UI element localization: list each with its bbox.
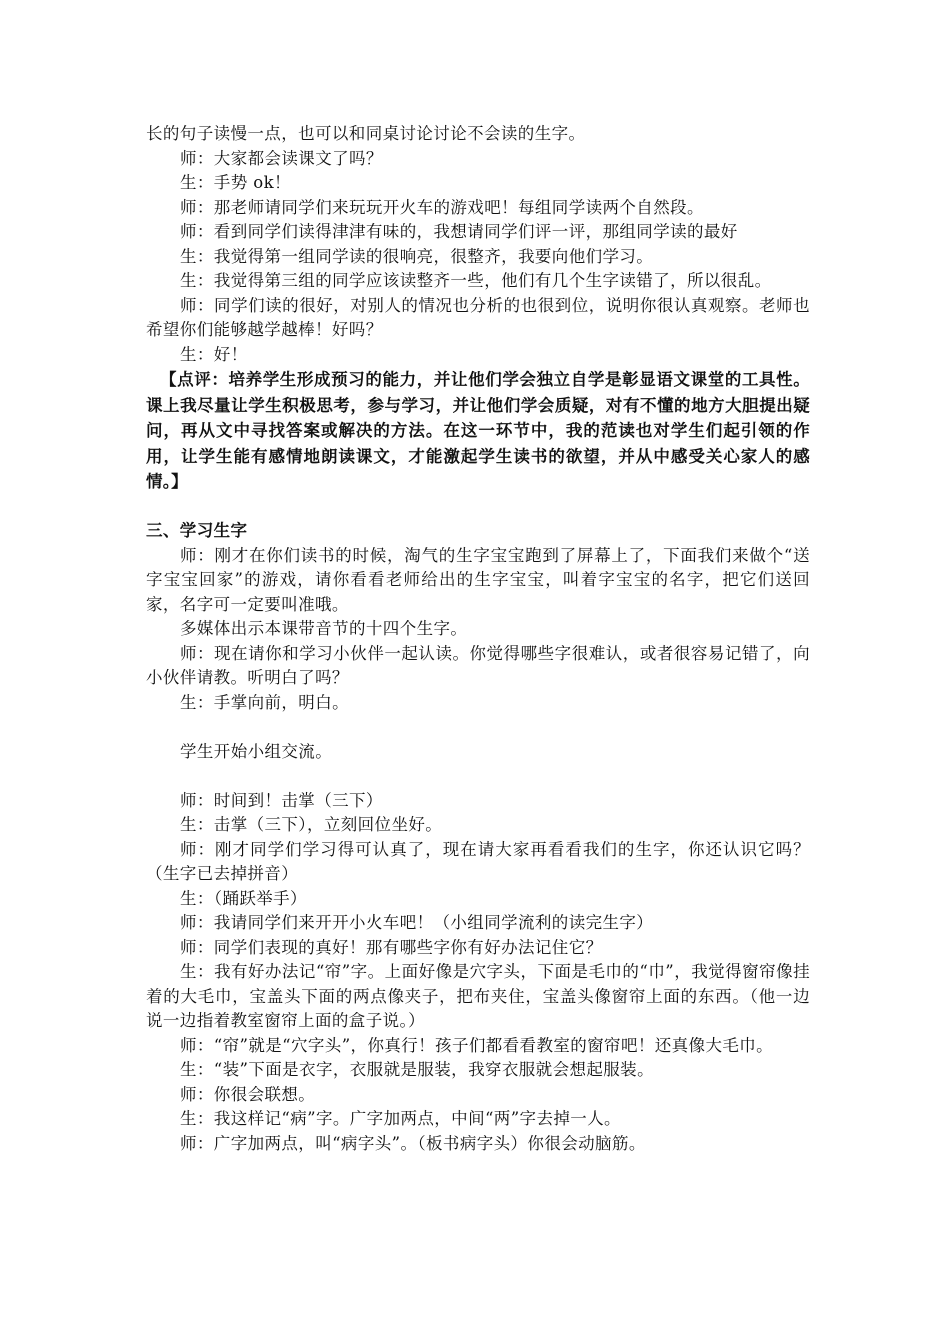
paragraph: 师：看到同学们读得津津有味的，我想请同学们评一评，那组同学读的最好	[180, 222, 738, 241]
paragraph: 生：手掌向前，明白。	[180, 692, 349, 712]
paragraph: 师：现在请你和学习小伙伴一起认读。你觉得哪些字很难认，或者很容易记错了，向小伙伴请教。听明白了吗？	[146, 643, 810, 688]
paragraph: 生：好！	[180, 344, 248, 364]
blank-line	[146, 764, 810, 789]
teacher-comment: 【点评：培养学生形成预习的能力，并让他们学会独立自学是彰显语文课堂的工具性。课上我尽量让学生积极思考，参与学习，并让他们学会质疑，对有不懂的地方大胆提出疑问，再从文中寻找答案或解决的方法。在这一环节中，我的范读也对学生们起引领的作用，让学生能有感情地朗读课文，才能激起学生读书的欲望，并从中感受关心家人的感情。】	[146, 370, 810, 492]
document-page	[146, 122, 810, 1156]
paragraph: 师：“帘”就是“穴字头”，你真行！孩子们都看看教室的窗帘吧！还真像大毛巾。	[180, 1035, 774, 1055]
blank-line	[146, 495, 810, 520]
paragraph: 师：刚才在你们读书的时候，淘气的生字宝宝跑到了屏幕上了，下面我们来做个“送字宝宝回家”的游戏，请你看看老师给出的生字宝宝，叫着字宝宝的名字，把它们送回家，名字可一定要叫准哦。	[146, 545, 810, 614]
paragraph: 师：大家都会读课文了吗？	[180, 148, 383, 168]
paragraph: 多媒体出示本课带音节的十四个生字。	[180, 619, 468, 639]
paragraph: 生：我这样记“病”字。广字加两点，中间“两”字去掉一人。	[180, 1109, 621, 1129]
paragraph: 生：我有好办法记“帘”字。上面好像是穴字头，下面是毛巾的“巾”，我觉得窗帘像挂着的大毛巾，宝盖头下面的两点像夹子，把布夹住，宝盖头像窗帘上面的东西。（他一边说一边指着教室窗帘上面的盒子说。）	[146, 962, 810, 1031]
paragraph: 师：同学们表现的真好！那有哪些字你有好办法记住它？	[180, 937, 603, 957]
paragraph: 学生开始小组交流。	[180, 741, 333, 761]
paragraph: 生：我觉得第一组同学读的很响亮，很整齐，我要向他们学习。	[180, 246, 654, 266]
paragraph: 师：同学们读的很好，对别人的情况也分析的也很到位，说明你很认真观察。老师也希望你们能够越学越棒！好吗？	[146, 295, 810, 339]
paragraph: 师：时间到！击掌（三下）	[180, 790, 383, 810]
paragraph: 生：我觉得第三组的同学应该读整齐一些，他们有几个生字读错了，所以很乱。	[180, 271, 772, 290]
paragraph: 生：击掌（三下），立刻回位坐好。	[180, 815, 443, 835]
paragraph: 师：我请同学们来开开小火车吧！（小组同学流利的读完生字）	[180, 913, 654, 933]
paragraph: 师：刚才同学们学习得可认真了，现在请大家再看看我们的生字，你还认识它吗？（生字已去掉拼音）	[146, 839, 810, 884]
section-heading: 三、学习生字	[146, 521, 248, 541]
paragraph: 生：（踊跃举手）	[180, 888, 307, 908]
paragraph: 长的句子读慢一点，也可以和同桌讨论讨论不会读的生字。	[146, 124, 586, 143]
paragraph: 生：“装”下面是衣字，衣服就是服装，我穿衣服就会想起服装。	[180, 1060, 654, 1080]
paragraph: 师：那老师请同学们来玩玩开火车的游戏吧！每组同学读两个自然段。	[180, 197, 704, 217]
blank-line	[146, 715, 810, 740]
paragraph: 师：广字加两点，叫“病字头”。（板书病字头）你很会动脑筋。	[180, 1133, 646, 1153]
paragraph: 生：手势 ok！	[180, 173, 291, 192]
paragraph: 师：你很会联想。	[180, 1084, 316, 1104]
